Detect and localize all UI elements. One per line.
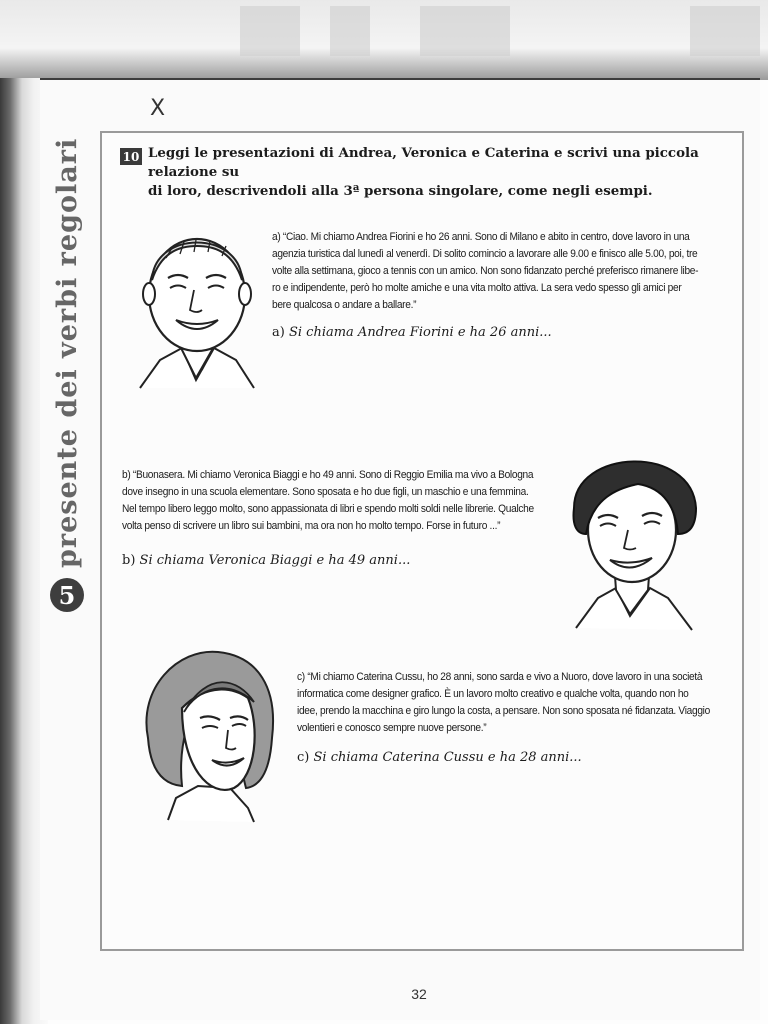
presentation-c bbox=[297, 669, 727, 737]
page-number: 32 bbox=[411, 986, 427, 1002]
text-line: c) “Mi chiamo Caterina Cussu, ho 28 anni, sono sarda e vivo a Nuoro, dove lavoro in una società bbox=[297, 671, 703, 683]
answer-a bbox=[272, 325, 552, 340]
chapter-title: presente dei verbi regolari bbox=[51, 137, 83, 568]
text-line: agenzia turistica dal lunedì al venerdì. Di solito comincio a lavorare alle 9.00 e finisco alle 5.00, poi, tre bbox=[272, 248, 698, 260]
text-line: a) “Ciao. Mi chiamo Andrea Fiorini e ho 26 anni. Sono di Milano e abito in centro, dove lavoro in una bbox=[272, 231, 690, 243]
text-line: Nel tempo libero leggo molto, sono appassionata di libri e spendo molti soldi nelle librerie. Qualche bbox=[122, 503, 534, 515]
text-line: volentieri e conosco sempre nuove persone.” bbox=[297, 722, 487, 734]
exercise-instruction bbox=[148, 144, 728, 201]
answer-b bbox=[122, 553, 410, 568]
text-line: idee, prendo la macchina e giro lungo la costa, a pensare. Non sono sposata né fidanzata. Viaggio bbox=[297, 705, 710, 717]
text-line: volta penso di scrivere un libro sui bambini, ma ora non ho molto tempo. Forse in futuro ...” bbox=[122, 520, 501, 532]
text-line: bere qualcosa o andare a ballare.” bbox=[272, 299, 417, 311]
answer-letter: c) bbox=[297, 750, 310, 765]
answer-text: Si chiama Caterina Cussu e ha 28 anni... bbox=[313, 750, 582, 765]
text-line: b) “Buonasera. Mi chiamo Veronica Biaggi e ho 49 anni. Sono di Reggio Emilia ma vivo a Bologna bbox=[122, 469, 534, 481]
presentation-a bbox=[272, 229, 733, 314]
caterina-portrait-illustration bbox=[138, 648, 278, 823]
chapter-number-badge: 5 bbox=[50, 578, 84, 612]
text-line: ro e indipendente, però ho molte amiche e una vita molto attiva. La sera vedo spesso gli amici per bbox=[272, 282, 682, 294]
instruction-line: di loro, descrivendoli alla 3ª persona singolare, come negli esempi. bbox=[148, 183, 653, 199]
andrea-portrait-illustration bbox=[132, 210, 262, 402]
text-line: informatica come designer grafico. È un lavoro molto creativo e qualche volta, quando non ho bbox=[297, 688, 689, 700]
answer-text: Si chiama Veronica Biaggi e ha 49 anni... bbox=[139, 553, 411, 568]
text-line: volte alla settimana, gioco a tennis con un amico. Non sono fidanzato perché preferisco rimanere libe- bbox=[272, 265, 699, 277]
answer-text: Si chiama Andrea Fiorini e ha 26 anni... bbox=[288, 325, 552, 340]
chapter-side-title bbox=[45, 132, 89, 612]
answer-letter: a) bbox=[272, 325, 285, 340]
pencil-mark: X bbox=[150, 96, 166, 121]
answer-c bbox=[297, 750, 582, 765]
exercise-number-badge: 10 bbox=[120, 148, 142, 165]
answer-letter: b) bbox=[122, 553, 136, 568]
presentation-b bbox=[122, 467, 568, 535]
veronica-portrait-illustration bbox=[568, 438, 703, 636]
scan-top-background bbox=[0, 0, 768, 80]
instruction-line: Leggi le presentazioni di Andrea, Veronica e Caterina e scrivi una piccola relazione su bbox=[148, 145, 699, 180]
text-line: dove insegno in una scuola elementare. Sono sposata e ho due figli, un maschio e una femmina. bbox=[122, 486, 529, 498]
